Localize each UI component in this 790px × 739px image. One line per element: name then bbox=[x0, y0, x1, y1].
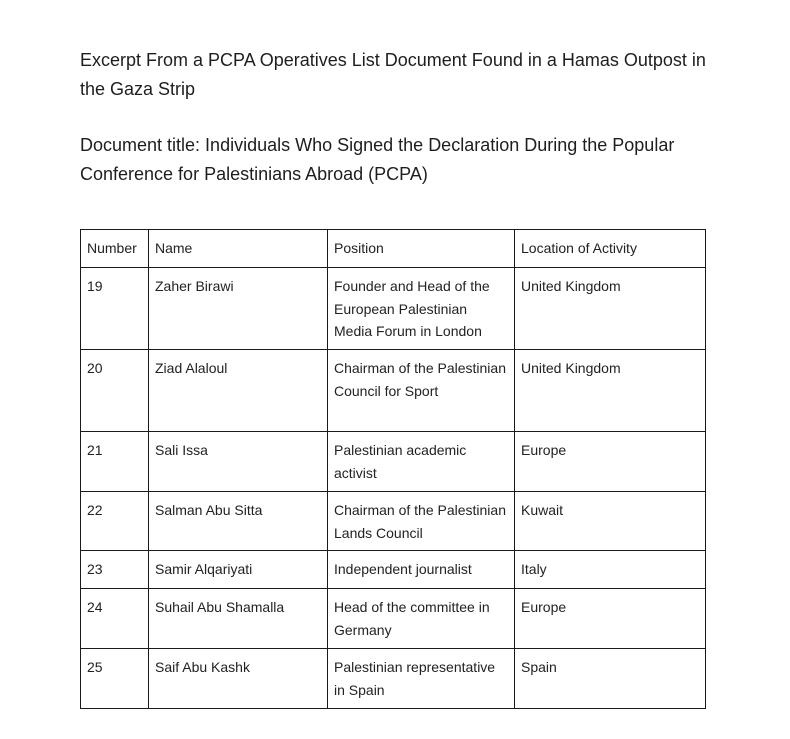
table-row bbox=[81, 589, 706, 649]
table-row bbox=[81, 268, 706, 350]
column-header-position: Position bbox=[328, 230, 515, 268]
cell-number: 20 bbox=[81, 350, 149, 432]
cell-location: Europe bbox=[515, 589, 706, 649]
cell-name: Samir Alqariyati bbox=[149, 551, 328, 589]
cell-location: Kuwait bbox=[515, 492, 706, 551]
table-header-row bbox=[81, 230, 706, 268]
table-row bbox=[81, 350, 706, 432]
cell-location: United Kingdom bbox=[515, 268, 706, 350]
cell-name: Suhail Abu Shamalla bbox=[149, 589, 328, 649]
cell-number: 21 bbox=[81, 432, 149, 492]
cell-number: 19 bbox=[81, 268, 149, 350]
cell-position: Head of the committee in Germany bbox=[328, 589, 515, 649]
cell-position: Chairman of the Palestinian Council for Sport bbox=[328, 350, 515, 432]
column-header-name: Name bbox=[149, 230, 328, 268]
document-title: Document title: Individuals Who Signed the Declaration During the Popular Conference for Palestinians Abroad (PCPA) bbox=[80, 135, 675, 184]
cell-location: Europe bbox=[515, 432, 706, 492]
cell-number: 23 bbox=[81, 551, 149, 589]
operatives-table bbox=[80, 229, 706, 709]
cell-location: Italy bbox=[515, 551, 706, 589]
cell-position: Founder and Head of the European Palestinian Media Forum in London bbox=[328, 268, 515, 350]
table-row bbox=[81, 492, 706, 551]
table-row bbox=[81, 432, 706, 492]
cell-number: 25 bbox=[81, 649, 149, 709]
cell-position: Independent journalist bbox=[328, 551, 515, 589]
cell-number: 22 bbox=[81, 492, 149, 551]
cell-position: Palestinian representative in Spain bbox=[328, 649, 515, 709]
cell-position: Chairman of the Palestinian Lands Council bbox=[328, 492, 515, 551]
cell-location: United Kingdom bbox=[515, 350, 706, 432]
cell-name: Sali Issa bbox=[149, 432, 328, 492]
column-header-location: Location of Activity bbox=[515, 230, 706, 268]
cell-position: Palestinian academic activist bbox=[328, 432, 515, 492]
excerpt-heading: Excerpt From a PCPA Operatives List Document Found in a Hamas Outpost in the Gaza Strip bbox=[80, 50, 706, 99]
cell-location: Spain bbox=[515, 649, 706, 709]
cell-name: Zaher Birawi bbox=[149, 268, 328, 350]
cell-number: 24 bbox=[81, 589, 149, 649]
cell-name: Saif Abu Kashk bbox=[149, 649, 328, 709]
table-row bbox=[81, 649, 706, 709]
column-header-number: Number bbox=[81, 230, 149, 268]
cell-name: Salman Abu Sitta bbox=[149, 492, 328, 551]
table-row bbox=[81, 551, 706, 589]
cell-name: Ziad Alaloul bbox=[149, 350, 328, 432]
